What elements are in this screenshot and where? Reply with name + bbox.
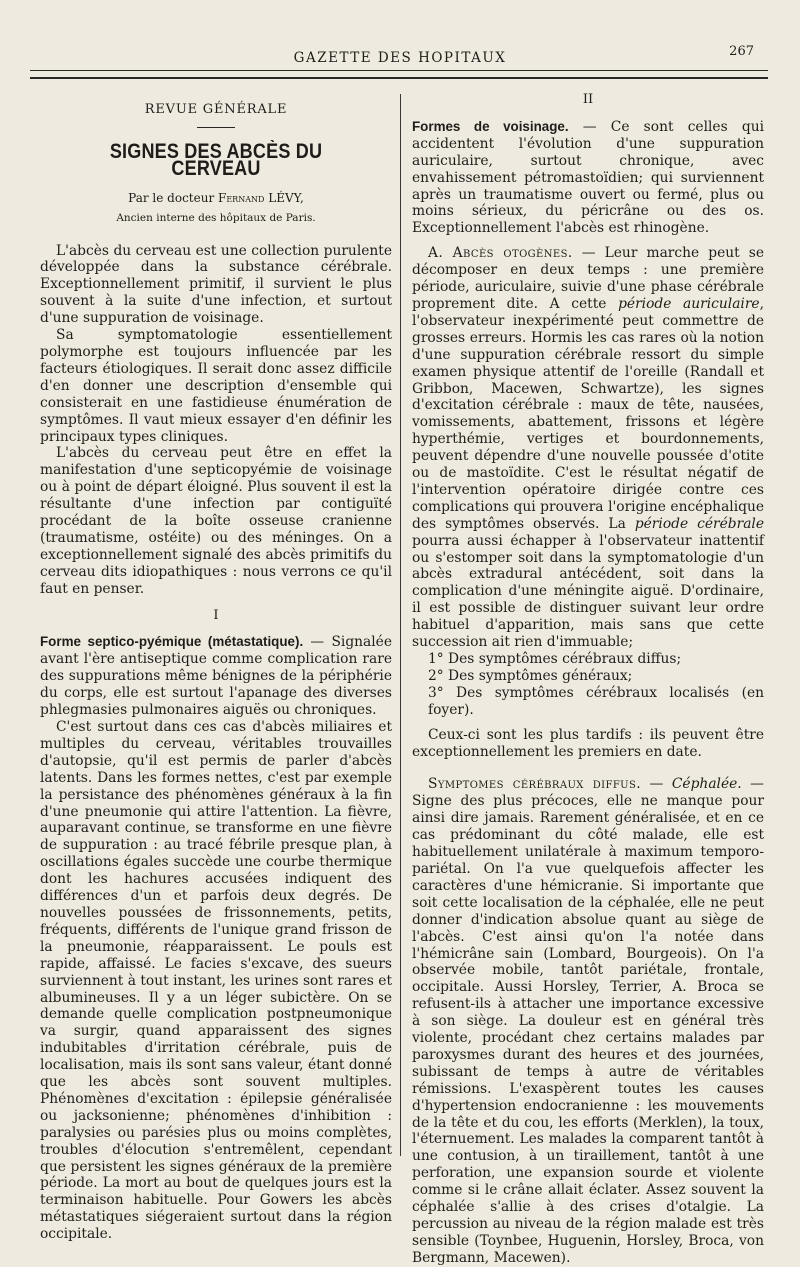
text-run: — Signe des plus précoces, elle ne manque pour ainsi dire jamais. Rarement généralisée, et en ce cas prédominant du côté malade, elle est habituellement unilatérale à maximum temporo-pariétal. On l'a vue quelquefois affecter les caractères d'une hémicranie. Si importante que soit cette localisation de la céphalée, elle ne peut donner d'indication absolue quant au siège de l'abcès. C'est ainsi qu'on l'a notée dans l'hémicrâne sain (Lombard, Bourgeois). On l'a observée mobile, tantôt pariétale, frontale, occipitale. Aussi Horsley, Terrier, A. Broca se refusent-ils à attacher une importance excessive à son siège. La douleur est en général très violente, procédant chez certains malades par paroxysmes durant des heures et des journées, subissant de temps à autre de véritables rémissions. L'exaspèrent toutes les causes d'hypertension endocranienne : les mouvements de la tête et du cou, les efforts (Merklen), la toux, l'éternuement. Les malades la comparent tantôt à une contusion, à un tiraillement, tantôt à une perforation, une expansion sourde et violente comme si le crâne allait éclater. Assez souvent la céphalée s'allie à des crises d'otalgie. La percussion au niveau de la région malade est très sensible (Toynbee, Huguenin, Horsley, Broca, von Bergmann, Macewen). (412, 776, 764, 1266)
subsection-paragraph (412, 245, 764, 651)
body-paragraph: Ceux-ci sont les plus tardifs : ils peuvent être exceptionnellement les premiers en date. (412, 726, 764, 760)
column-divider (400, 94, 401, 1156)
text-run: — (641, 776, 672, 793)
section-heading: Forme septico-pyémique (métastatique). (40, 634, 304, 650)
subsection-paragraph (412, 776, 764, 1266)
page-number: 267 (729, 44, 754, 59)
intro-paragraph: L'abcès du cerveau est une collection purulente développée dans la substance cérébrale. Exceptionnellement primitif, il survient le plus souvent à la suite d'une infection, et surtout d'une suppuration de voisinage. (40, 242, 392, 327)
header-rule-thin (30, 70, 768, 71)
section-paragraph (40, 634, 392, 719)
italic-run: Céphalée. (671, 776, 742, 793)
list-item: 1° Des symptômes cérébraux diffus; (428, 651, 682, 667)
section-kicker: REVUE GÉNÉRALE (144, 102, 288, 117)
italic-run: période auriculaire (618, 295, 760, 312)
italic-run: période cérébrale (634, 515, 764, 532)
byline (40, 190, 392, 207)
author-affiliation: Ancien interne des hôpitaux de Paris. (116, 211, 316, 224)
author-last-name: LÉVY, (268, 190, 304, 205)
section-text: — Ce sont celles qui accidentent l'évolution d'une suppuration auriculaire, surtout chronique, avec envahissement pétromastoïdien; qui surviennent après un traumatisme ouvert ou fermé, plus ou moins sérieux, du péricrâne ou des os. Exceptionnellement l'abcès est rhinogène. (412, 118, 764, 237)
kicker-rule (197, 127, 235, 128)
list-item: 2° Des symptômes généraux; (428, 667, 633, 684)
text-run: pourra aussi échapper à l'observateur inattentif ou s'estomper soit dans la symptomatologie d'un abcès extradural antécédent, soit dans la complication d'une méningite aiguë. D'ordinaire, il est possible de distinguer suivant leur ordre habituel d'apparition, mais sans que cette succession ait rien d'immuable; (412, 532, 764, 651)
intro-paragraph: L'abcès du cerveau peut être en effet la manifestation d'une septicopyémie de voisinage ou à point de départ éloigné. Plus souvent il est la résultante d'une infection par contiguïté procédant de la boîte osseuse cranienne (traumatisme, ostéite) ou des méninges. On a exceptionnellement signalé des abcès primitifs du cerveau dits idiopathiques : nous verrons ce qu'il faut en penser. (40, 445, 392, 597)
text-run: — Leur marche peut se décomposer en deux temps : une première période, auriculaire, suivie d'une phase cérébrale proprement dite. A cette (412, 245, 765, 312)
text-run: , l'observateur inexpérimenté peut commettre de grosses erreurs. Hormis les cas rares où la notion d'une suppuration cérébrale ressort du simple examen physique attentif de l'oreille (Randall et Gribbon, Macewen, Schwartze), les signes d'excitation cérébrale : maux de tête, nausées, vomissements, abattement, frissons et légère hyperthémie, vertiges et bourdonnements, peuvent dépendre d'une nouvelle poussée d'otite ou de mastoïdite. C'est le résultat négatif de l'intervention opératoire dirigée contre ces complications qui prouvera l'origine encéphalique des symptômes observés. La (412, 295, 764, 532)
subsection-label: A. Abcès otogènes. (428, 245, 573, 262)
article-title: SIGNES DES ABCÈS DU CERVEAU (109, 139, 323, 180)
section-numeral: I (213, 607, 219, 623)
intro-paragraph: Sa symptomatologie essentiellement polymorphe est toujours influencée par les facteurs étiologiques. Il serait donc assez difficile d'en donner une description d'ensemble qui consisterait en une fastidieuse énumération de symptômes. Il vaut mieux essayer d'en définir les principaux types cliniques. (40, 327, 392, 445)
header-rule-thick (30, 77, 768, 79)
author-first-name: Fernand (218, 190, 265, 205)
section-paragraph (412, 119, 764, 237)
right-column (412, 92, 764, 1267)
section-heading: Formes de voisinage. (412, 118, 569, 134)
section-text: — Signalée avant l'ère antiseptique comme complication rare des suppurations même bénignes de la périphérie du corps, elle est surtout l'apanage des diverses phlegmasies pulmonaires aiguës ou chroniques. (40, 634, 393, 719)
subsection-label: Symptomes cérébraux diffus. (428, 776, 642, 793)
section-numeral: II (582, 92, 594, 107)
body-paragraph: C'est surtout dans ces cas d'abcès miliaires et multiples du cerveau, véritables trouvailles d'autopsie, qu'il est permis de parler d'abcès latents. Dans les formes nettes, c'est par exemple la persistance des phénomènes généraux à la fin d'une pneumonie qui attire l'attention. La fièvre, auparavant continue, se transforme en une fièvre de suppuration : au tracé fébrile presque plan, à oscillations égales succède une courbe thermique dont les hachures accusées indiquent des différences d'un et parfois deux degrés. De nouvelles poussées de frissonnements, petits, fréquents, différents de l'unique grand frisson de la pneumonie, réapparaissent. Le pouls est rapide, affaissé. Le facies s'excave, des sueurs surviennent à tout instant, les urines sont rares et albumineuses. Il y a un léger subictère. On se demande quelle complication postpneumonique va surgir, quand apparaissent des signes indubitables d'irritation cérébrale, puis de localisation, mais ils sont sans valeur, étant donné que les abcès sont souvent multiples. Phénomènes d'excitation : épilepsie généralisée ou jacksonienne; phénomènes d'inhibition : paralysies ou parésies plus ou moins complètes, troubles d'élocution s'entremêlent, cependant que persistent les signes généraux de la première période. La mort au bout de quelques jours est la terminaison habituelle. Pour Gowers les abcès métastatiques siégeraient surtout dans la région occipitale. (40, 719, 392, 1243)
running-head: GAZETTE DES HOPITAUX (293, 50, 507, 66)
list-item: 3° Des symptômes cérébraux localisés (en foyer). (428, 684, 764, 718)
left-column (40, 92, 392, 1243)
byline-prefix: Par le docteur (128, 190, 215, 205)
